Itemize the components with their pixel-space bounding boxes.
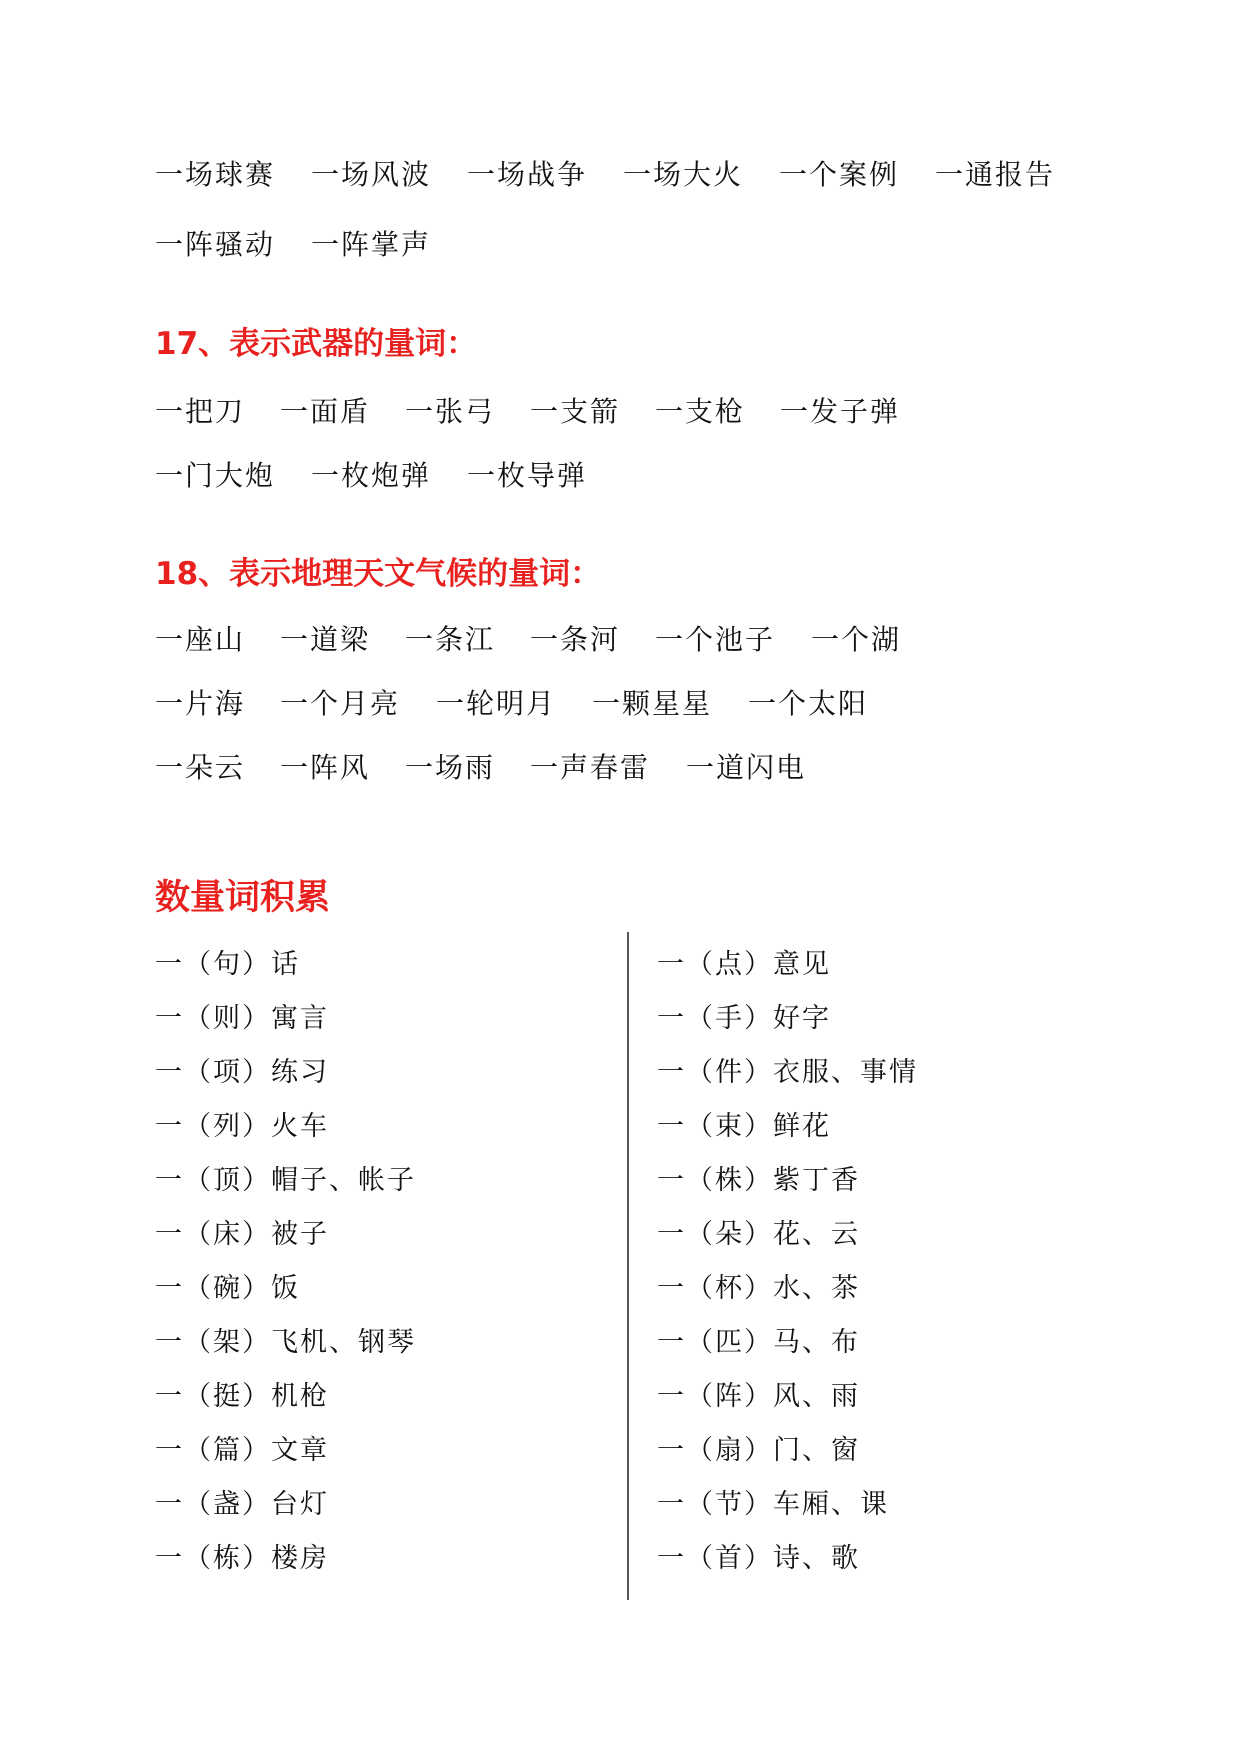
prefix: 一: [657, 1273, 686, 1304]
measure-word: （句）: [184, 949, 271, 980]
phrase: 一发子弹: [780, 395, 901, 428]
measure-word: （床）: [184, 1219, 271, 1250]
prefix: 一: [155, 1003, 184, 1034]
list-item: [155, 1539, 329, 1579]
list-item: [657, 1215, 860, 1255]
prefix: 一: [155, 1327, 184, 1358]
prefix: 一: [657, 1381, 686, 1412]
phrase: 一场球赛: [155, 158, 276, 191]
prefix: 一: [657, 1003, 686, 1034]
phrase: 一个太阳: [748, 687, 869, 720]
phrase: 一片海: [155, 687, 246, 720]
phrase: 一条江: [405, 623, 496, 656]
noun: 好字: [773, 1003, 831, 1034]
section-18-heading: 18、表示地理天文气候的量词：: [155, 556, 602, 592]
list-item: [657, 999, 831, 1039]
phrase: 一场雨: [405, 751, 496, 784]
phrase: 一枚炮弹: [311, 459, 432, 492]
noun: 紫丁香: [773, 1165, 860, 1196]
noun: 飞机、钢琴: [271, 1327, 416, 1358]
measure-word: （栋）: [184, 1543, 271, 1574]
list-item: [155, 945, 300, 985]
phrase: 一朵云: [155, 751, 246, 784]
list-item: [657, 1161, 860, 1201]
prefix: 一: [657, 1219, 686, 1250]
measure-word: （列）: [184, 1111, 271, 1142]
noun: 车厢、课: [773, 1489, 889, 1520]
list-item: [155, 1161, 416, 1201]
phrase: 一道闪电: [686, 751, 807, 784]
measure-word: （株）: [686, 1165, 773, 1196]
phrase: 一颗星星: [592, 687, 713, 720]
list-item: [155, 999, 329, 1039]
phrase: 一门大炮: [155, 459, 276, 492]
measure-word: （项）: [184, 1057, 271, 1088]
measure-word: （束）: [686, 1111, 773, 1142]
noun: 台灯: [271, 1489, 329, 1520]
phrase: 一通报告: [935, 158, 1056, 191]
noun: 寓言: [271, 1003, 329, 1034]
prefix: 一: [155, 1111, 184, 1142]
phrase: 一条河: [530, 623, 621, 656]
noun: 马、布: [773, 1327, 860, 1358]
measure-word: （扇）: [686, 1435, 773, 1466]
measure-word: （盏）: [184, 1489, 271, 1520]
measure-word: （挺）: [184, 1381, 271, 1412]
measure-word: （则）: [184, 1003, 271, 1034]
phrase: 一个池子: [655, 623, 776, 656]
phrase: 一阵风: [280, 751, 371, 784]
phrase: 一声春雷: [530, 751, 651, 784]
phrase: 一支箭: [530, 395, 621, 428]
prefix: 一: [155, 1489, 184, 1520]
phrase: 一枚导弹: [467, 459, 588, 492]
prefix: 一: [657, 1111, 686, 1142]
list-item: [155, 1485, 329, 1525]
list-item: [657, 1053, 918, 1093]
prefix: 一: [155, 1273, 184, 1304]
list-item: [657, 945, 831, 985]
phrase: 一把刀: [155, 395, 246, 428]
noun: 衣服、事情: [773, 1057, 918, 1088]
measure-word: （架）: [184, 1327, 271, 1358]
measure-word: （点）: [686, 949, 773, 980]
measure-word: （件）: [686, 1057, 773, 1088]
phrase: 一个湖: [811, 623, 902, 656]
list-item: [155, 1323, 416, 1363]
phrase: 一个月亮: [280, 687, 401, 720]
measure-word: （顶）: [184, 1165, 271, 1196]
phrase: 一场大火: [623, 158, 744, 191]
noun: 门、窗: [773, 1435, 860, 1466]
prefix: 一: [155, 949, 184, 980]
measure-word: （阵）: [686, 1381, 773, 1412]
noun: 火车: [271, 1111, 329, 1142]
prefix: 一: [657, 1165, 686, 1196]
phrase: 一个案例: [779, 158, 900, 191]
noun: 水、茶: [773, 1273, 860, 1304]
measure-word: （碗）: [184, 1273, 271, 1304]
accumulation-heading: 数量词积累: [155, 878, 331, 918]
noun: 文章: [271, 1435, 329, 1466]
noun: 诗、歌: [773, 1543, 860, 1574]
prefix: 一: [155, 1381, 184, 1412]
prefix: 一: [155, 1219, 184, 1250]
noun: 被子: [271, 1219, 329, 1250]
noun: 鲜花: [773, 1111, 831, 1142]
prefix: 一: [155, 1165, 184, 1196]
measure-word: （篇）: [184, 1435, 271, 1466]
list-item: [657, 1431, 860, 1471]
noun: 花、云: [773, 1219, 860, 1250]
noun: 话: [271, 949, 300, 980]
phrase: 一场战争: [467, 158, 588, 191]
prefix: 一: [155, 1435, 184, 1466]
prefix: 一: [657, 1543, 686, 1574]
phrase: 一阵掌声: [311, 228, 432, 261]
section-17-heading: 17、表示武器的量词：: [155, 326, 478, 362]
noun: 楼房: [271, 1543, 329, 1574]
column-divider: [627, 932, 629, 1600]
phrase: 一道梁: [280, 623, 371, 656]
noun: 饭: [271, 1273, 300, 1304]
prefix: 一: [657, 1489, 686, 1520]
list-item: [155, 1377, 329, 1417]
list-item: [657, 1269, 860, 1309]
prefix: 一: [657, 1435, 686, 1466]
list-item: [657, 1485, 889, 1525]
noun: 机枪: [271, 1381, 329, 1412]
phrase: 一面盾: [280, 395, 371, 428]
list-item: [155, 1107, 329, 1147]
list-item: [155, 1269, 300, 1309]
measure-word: （节）: [686, 1489, 773, 1520]
list-item: [657, 1107, 831, 1147]
measure-word: （首）: [686, 1543, 773, 1574]
list-item: [155, 1431, 329, 1471]
phrase: 一张弓: [405, 395, 496, 428]
noun: 意见: [773, 949, 831, 980]
measure-word: （杯）: [686, 1273, 773, 1304]
list-item: [155, 1053, 329, 1093]
phrase: 一轮明月: [436, 687, 557, 720]
prefix: 一: [155, 1543, 184, 1574]
list-item: [657, 1539, 860, 1579]
list-item: [155, 1215, 329, 1255]
measure-word: （手）: [686, 1003, 773, 1034]
measure-word: （匹）: [686, 1327, 773, 1358]
noun: 帽子、帐子: [271, 1165, 416, 1196]
list-item: [657, 1377, 860, 1417]
prefix: 一: [657, 1057, 686, 1088]
prefix: 一: [657, 1327, 686, 1358]
phrase: 一座山: [155, 623, 246, 656]
phrase: 一阵骚动: [155, 228, 276, 261]
noun: 练习: [271, 1057, 329, 1088]
list-item: [657, 1323, 860, 1363]
prefix: 一: [657, 949, 686, 980]
phrase: 一场风波: [311, 158, 432, 191]
prefix: 一: [155, 1057, 184, 1088]
measure-word: （朵）: [686, 1219, 773, 1250]
phrase: 一支枪: [655, 395, 746, 428]
noun: 风、雨: [773, 1381, 860, 1412]
